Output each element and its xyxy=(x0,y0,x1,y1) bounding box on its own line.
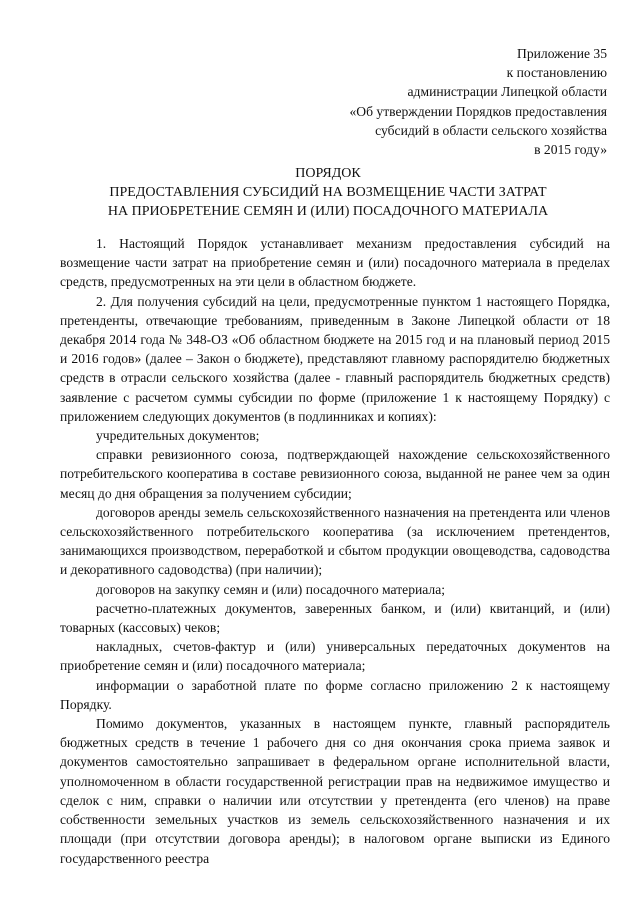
appendix-header xyxy=(247,44,607,159)
document-title xyxy=(60,164,596,222)
appendix-line: в 2015 году» xyxy=(534,142,607,158)
paragraph: информации о заработной плате по форме согласно приложению 2 к настоящему Порядку. xyxy=(60,677,610,712)
paragraph: расчетно-платежных документов, заверенных банком, и (или) квитанций, и (или) товарных (кассовых) чеков; xyxy=(60,600,610,636)
title-line: НА ПРИОБРЕТЕНИЕ СЕМЯН И (ИЛИ) ПОСАДОЧНОГО МАТЕРИАЛА xyxy=(107,204,549,220)
paragraph: справки ревизионного союза, подтверждающей нахождение сельскохозяйственного потребительского кооператива в составе ревизионного союза, выданной не ранее чем за один месяц до дня обращения за получением субсидии; xyxy=(60,447,610,501)
paragraph: договоров на закупку семян и (или) посадочного материала; xyxy=(96,581,446,597)
paragraph: учредительных документов; xyxy=(96,428,260,444)
appendix-line: администрации Липецкой области xyxy=(407,84,607,100)
appendix-line: субсидий в области сельского хозяйства xyxy=(375,122,607,138)
paragraph: 1. Настоящий Порядок устанавливает механизм предоставления субсидий на возмещение части затрат на приобретение семян и (или) посадочного материала в пределах средств, предусмотренных на эти цели в областном бюджете. xyxy=(60,236,610,290)
paragraph: 2. Для получения субсидий на цели, предусмотренные пунктом 1 настоящего Порядка, претенденты, отвечающие требованиям, приведенным в Законе Липецкой области от 18 декабря 2014 года № 348-ОЗ «Об областном бюджете на 2015 год и на плановый период 2015 и 2016 годов» (далее – Закон о бюджете), представляют главному распорядителю бюджетных средств в отрасли сельского хозяйства (далее - главный распорядитель бюджетных средств) заявление с расчетом суммы субсидии по форме (приложение 1 к настоящему Порядку) с приложением следующих документов (в подлинниках и копиях): xyxy=(60,293,610,424)
title-line: ПРЕДОСТАВЛЕНИЯ СУБСИДИЙ НА ВОЗМЕЩЕНИЕ ЧАСТИ ЗАТРАТ xyxy=(109,185,547,201)
paragraph: договоров аренды земель сельскохозяйственного назначения на претендента или членов сельскохозяйственного потребительского кооператива (за исключением претендентов, занимающихся производством, переработкой и сбытом продукции овощеводства, садоводства и декоративного садоводства) (при наличии); xyxy=(60,504,610,578)
appendix-line: «Об утверждении Порядков предоставления xyxy=(349,103,607,119)
appendix-line: Приложение 35 xyxy=(517,46,607,61)
title-line: ПОРЯДОК xyxy=(295,166,361,181)
document-body xyxy=(60,234,610,868)
paragraph: накладных, счетов-фактур и (или) универсальных передаточных документов на приобретение семян и (или) посадочного материала; xyxy=(60,639,610,674)
paragraph: Помимо документов, указанных в настоящем пункте, главный распорядитель бюджетных средств в течение 1 рабочего дня со дня окончания срока приема заявок и документов самостоятельно запрашивает в федеральном органе исполнительной власти, уполномоченном в области государственной регистрации прав на недвижимое имущество и сделок с ним, справки о наличии или отсутствии у претендента (его членов) на праве собственности земельных участков из земель сельскохозяйственного назначения и их площади (при отсутствии договора аренды); в налоговом органе выписки из Единого государственного реестра xyxy=(60,716,610,866)
appendix-line: к постановлению xyxy=(506,65,607,81)
